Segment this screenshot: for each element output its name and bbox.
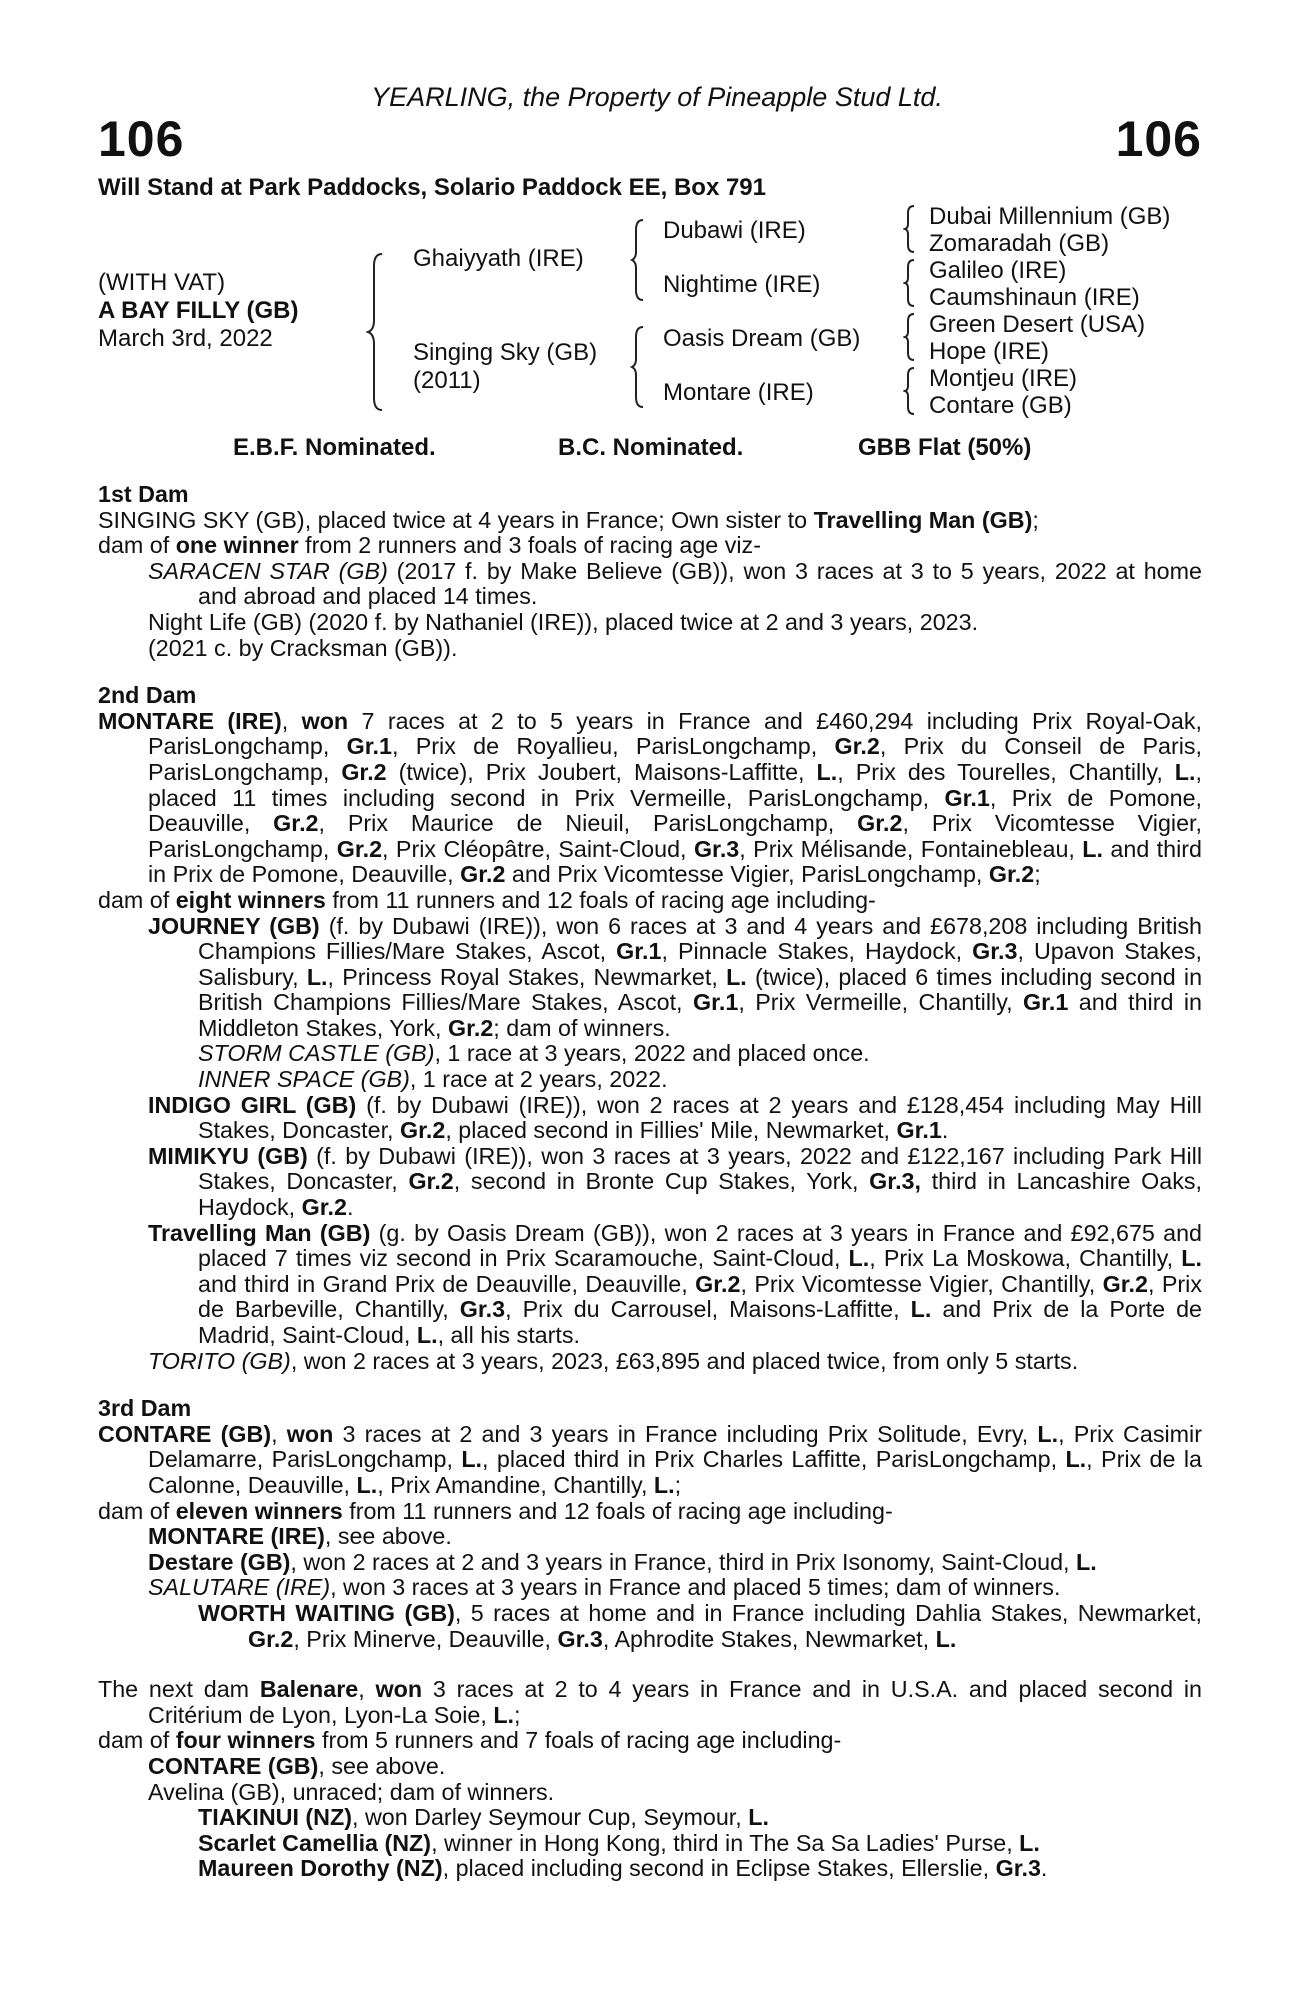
sire-line-brace <box>630 218 646 302</box>
produce-journey: JOURNEY (GB) (f. by Dubawi (IRE)), won 6 races at 3 and 4 years and £678,208 including British Champions Fillies/Mare Stakes, Ascot, Gr.1, Pinnacle Stakes, Haydock, Gr.3, Upavon Stakes, Salisbury, L., Princess Royal Stakes, Newmarket, L. (twice), placed 6 times including second in British Champions Fillies/Mare Stakes, Ascot, Gr.1, Prix Vermeille, Chantilly, Gr.1 and third in Middleton Stakes, York, Gr.2; dam of winners. <box>148 912 1203 1041</box>
second-dam-produce-summary: dam of eight winners from 11 runners and 12 foals of racing age including- <box>98 886 876 913</box>
gg-7: Montjeu (IRE) <box>929 365 1078 392</box>
gbb-nomination: GBB Flat (50%) <box>858 434 1032 461</box>
produce-avelina: Avelina (GB), unraced; dam of winners. <box>148 1778 555 1805</box>
first-dam-entry: SINGING SKY (GB), placed twice at 4 years in France; Own sister to Travelling Man (GB); <box>98 506 1039 533</box>
next-dam-entry: The next dam Balenare, won 3 races at 2 to 4 years in France and in U.S.A. and placed second in Critérium de Lyon, Lyon-La Soie, L.; <box>98 1676 1203 1728</box>
third-dam-heading: 3rd Dam <box>98 1395 192 1422</box>
sire-sire: Dubawi (IRE) <box>663 217 806 244</box>
produce-salutare: SALUTARE (IRE), won 3 races at 3 years in France and placed 5 times; dam of winners. <box>148 1574 1061 1601</box>
lot-name: A BAY FILLY (GB) <box>98 297 299 324</box>
dam-line-brace <box>630 325 646 409</box>
gg-1: Dubai Millennium (GB) <box>929 203 1171 230</box>
bc-nomination: B.C. Nominated. <box>558 434 744 461</box>
produce-destare: Destare (GB), won 2 races at 2 and 3 years in France, third in Prix Isonomy, Saint-Cloud, L. <box>148 1548 1097 1575</box>
page-header: YEARLING, the Property of Pineapple Stud Ltd. <box>371 82 943 112</box>
g-brace-3 <box>903 312 917 362</box>
sire-dam: Nightime (IRE) <box>663 271 821 298</box>
produce-night-life: Night Life (GB) (2020 f. by Nathaniel (IRE)), placed twice at 2 and 3 years, 2023. <box>148 608 979 635</box>
produce-worth-waiting: WORTH WAITING (GB), 5 races at home and in France including Dahlia Stakes, Newmarket, Gr.2, Prix Minerve, Deauville, Gr.3, Aphrodite Stakes, Newmarket, L. <box>198 1599 1202 1652</box>
gg-5: Green Desert (USA) <box>929 311 1146 338</box>
dam-sire: Oasis Dream (GB) <box>663 325 861 352</box>
gg-6: Hope (IRE) <box>929 338 1050 365</box>
third-dam-produce-summary: dam of eleven winners from 11 runners and 12 foals of racing age including- <box>98 1497 893 1524</box>
g-brace-4 <box>903 366 917 416</box>
next-dam-produce-summary: dam of four winners from 5 runners and 7 foals of racing age including- <box>98 1727 842 1754</box>
produce-2021-colt: (2021 c. by Cracksman (GB)). <box>148 634 458 661</box>
lot-number-right: 106 <box>1115 111 1202 167</box>
first-dam-heading: 1st Dam <box>98 481 189 507</box>
produce-tiakinui: TIAKINUI (NZ), won Darley Seymour Cup, Seymour, L. <box>198 1804 769 1831</box>
produce-scarlet-camellia: Scarlet Camellia (NZ), winner in Hong Kong, third in The Sa Sa Ladies' Purse, L. <box>198 1829 1040 1856</box>
stand-location: Will Stand at Park Paddocks, Solario Paddock EE, Box 791 <box>98 174 767 201</box>
sire-dam-brace <box>366 252 386 412</box>
dam-year: (2011) <box>413 367 481 394</box>
ebf-nomination: E.B.F. Nominated. <box>233 434 436 461</box>
produce-storm-castle: STORM CASTLE (GB), 1 race at 3 years, 2022 and placed once. <box>198 1040 870 1067</box>
dam: Singing Sky (GB) <box>413 339 598 366</box>
g-brace-2 <box>903 258 917 308</box>
produce-inner-space: INNER SPACE (GB), 1 race at 2 years, 2022. <box>198 1066 668 1093</box>
third-dam-entry: CONTARE (GB), won 3 races at 2 and 3 years in France including Prix Solitude, Evry, L., Prix Casimir Delamarre, ParisLongchamp, L., placed third in Prix Charles Laffitte, ParisLongchamp, L., Prix de la Calonne, Deauville, L., Prix Amandine, Chantilly, L.; <box>98 1420 1202 1498</box>
gg-2: Zomaradah (GB) <box>929 230 1110 257</box>
lot-number-left: 106 <box>98 111 185 167</box>
second-dam-entry: MONTARE (IRE), won 7 races at 2 to 5 years in France and £460,294 including Prix Royal-Oak, ParisLongchamp, Gr.1, Prix de Royallieu, ParisLongchamp, Gr.2, Prix du Conseil de Paris, ParisLongchamp, Gr.2 (twice), Prix Joubert, Maisons-Laffitte, L., Prix des Tourelles, Chantilly, L., placed 11 times including second in Prix Vermeille, ParisLongchamp, Gr.1, Prix de Pomone, Deauville, Gr.2, Prix Maurice de Nieuil, ParisLongchamp, Gr.2, Prix Vicomtesse Vigier, ParisLongchamp, Gr.2, Prix Cléopâtre, Saint-Cloud, Gr.3, Prix Mélisande, Fontainebleau, L. and third in Prix de Pomone, Deauville, Gr.2 and Prix Vicomtesse Vigier, ParisLongchamp, Gr.2; <box>98 707 1203 888</box>
sire: Ghaiyyath (IRE) <box>413 245 584 272</box>
gg-8: Contare (GB) <box>929 392 1072 419</box>
gg-4: Caumshinaun (IRE) <box>929 284 1140 311</box>
produce-mimikyu: MIMIKYU (GB) (f. by Dubawi (IRE)), won 3 races at 3 years, 2022 and £122,167 including Park Hill Stakes, Doncaster, Gr.2, second in Bronte Cup Stakes, York, Gr.3, third in Lancashire Oaks, Haydock, Gr.2. <box>148 1142 1202 1221</box>
produce-montare: MONTARE (IRE), see above. <box>148 1523 452 1550</box>
produce-travelling-man: Travelling Man (GB) (g. by Oasis Dream (GB)), won 2 races at 3 years in France and £92,675 and placed 7 times viz second in Prix Scaramouche, Saint-Cloud, L., Prix La Moskowa, Chantilly, L. and third in Grand Prix de Deauville, Deauville, Gr.2, Prix Vicomtesse Vigier, Chantilly, Gr.2, Prix de Barbeville, Chantilly, Gr.3, Prix du Carrousel, Maisons-Laffitte, L. and Prix de la Porte de Madrid, Saint-Cloud, L., all his starts. <box>148 1219 1203 1348</box>
second-dam-heading: 2nd Dam <box>98 682 197 709</box>
produce-indigo-girl: INDIGO GIRL (GB) (f. by Dubawi (IRE)), won 2 races at 2 years and £128,454 including May Hill Stakes, Doncaster, Gr.2, placed second in Fillies' Mile, Newmarket, Gr.1. <box>148 1091 1202 1144</box>
g-brace-1 <box>903 204 917 254</box>
catalogue-text <box>98 482 1202 1882</box>
foaling-date: March 3rd, 2022 <box>98 325 273 352</box>
gg-3: Galileo (IRE) <box>929 257 1067 284</box>
dam-dam: Montare (IRE) <box>663 379 814 406</box>
first-dam-produce-summary: dam of one winner from 2 runners and 3 foals of racing age viz- <box>98 532 761 559</box>
produce-contare: CONTARE (GB), see above. <box>148 1752 446 1779</box>
vat-note: (WITH VAT) <box>98 269 226 296</box>
produce-saracen-star: SARACEN STAR (GB) (2017 f. by Make Believe (GB)), won 3 races at 3 to 5 years, 2022 at home and abroad and placed 14 times. <box>148 557 1202 610</box>
produce-torito: TORITO (GB), won 2 races at 3 years, 2023, £63,895 and placed twice, from only 5 starts. <box>148 1347 1079 1374</box>
produce-maureen-dorothy: Maureen Dorothy (NZ), placed including second in Eclipse Stakes, Ellerslie, Gr.3. <box>198 1855 1048 1882</box>
